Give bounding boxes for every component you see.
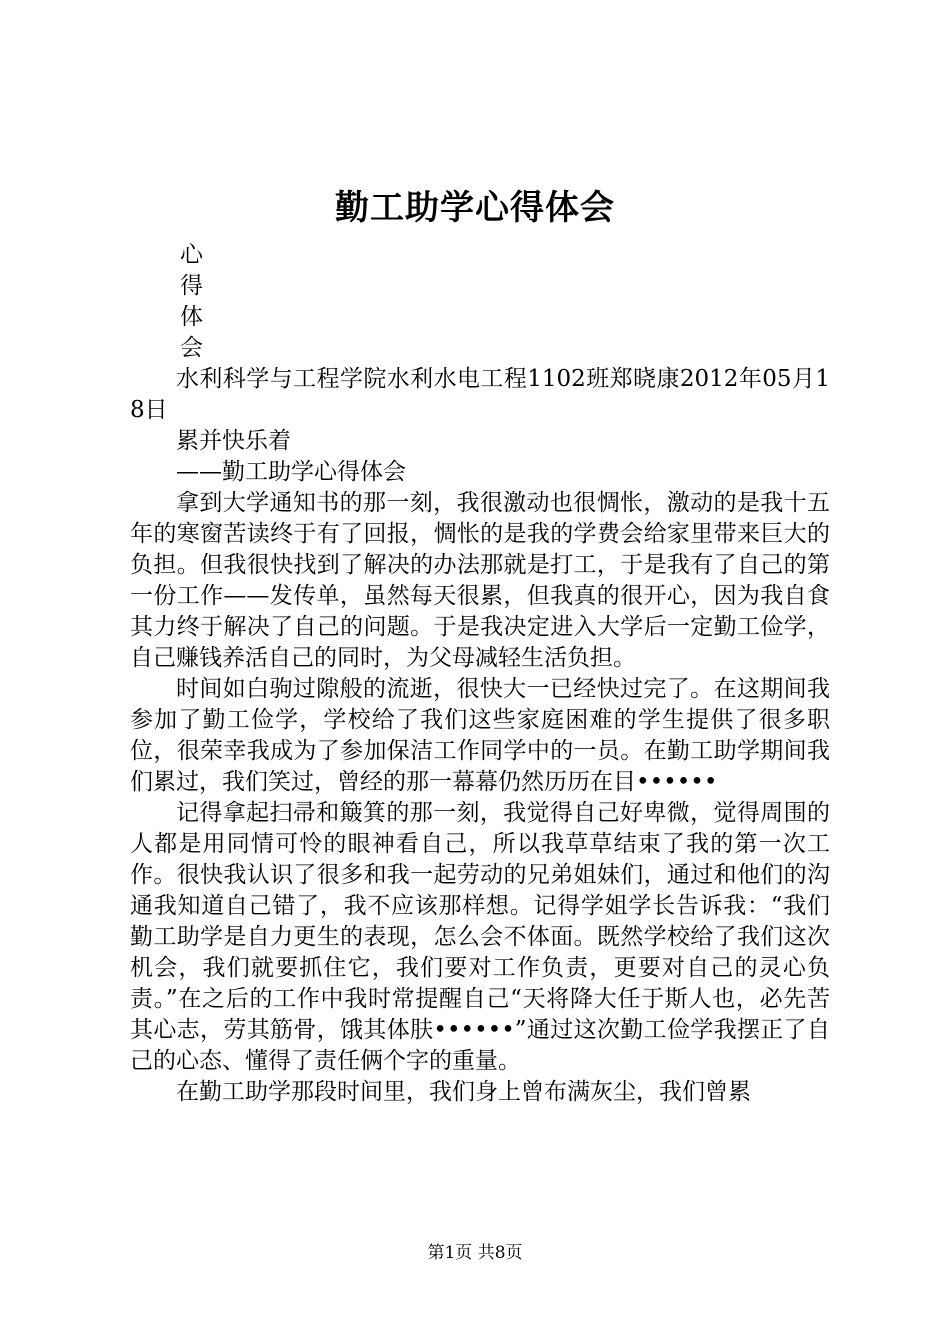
subtitle: 累并快乐着 <box>176 428 291 454</box>
page-footer: 第1页 共8页 <box>427 1243 523 1263</box>
vertical-heading-char: 心 <box>180 242 203 268</box>
document-title: 勤工助学心得体会 <box>335 188 615 228</box>
vertical-heading-char: 会 <box>180 335 203 361</box>
document-body <box>130 240 830 1108</box>
paragraph: 拿到大学通知书的那一刻，我很激动也很惆怅，激动的是我十五年的寒窗苦读终于有了回报，惆怅的是我的学费会给家里带来巨大的负担。但我很快找到了解决的办法那就是打工，于是我有了自己的第一份工作——发传单，虽然每天很累，但我真的很开心，因为我自食其力终于解决了自己的问题。于是我决定进入大学后一定勤工俭学，自己赚钱养活自己的同时，为父母减轻生活负担。 <box>130 490 830 671</box>
subtitle-dash: ——勤工助学心得体会 <box>176 459 406 485</box>
vertical-heading-char: 体 <box>180 304 203 330</box>
paragraph: 在勤工助学那段时间里，我们身上曾布满灰尘，我们曾累 <box>176 1079 751 1105</box>
paragraph: 时间如白驹过隙般的流逝，很快大一已经快过完了。在这期间我参加了勤工俭学，学校给了我们这些家庭困难的学生提供了很多职位，很荣幸我成为了参加保洁工作同学中的一员。在勤工助学期间我们累过，我们笑过，曾经的那一幕幕仍然历历在目•••••• <box>130 676 830 795</box>
author-line: 水利科学与工程学院水利水电工程1102班郑晓康2012年05月18日 <box>130 366 830 423</box>
vertical-heading-char: 得 <box>180 273 203 299</box>
paragraph: 记得拿起扫帚和簸箕的那一刻，我觉得自己好卑微，觉得周围的人都是用同情可怜的眼神看自己，所以我草草结束了我的第一次工作。很快我认识了很多和我一起劳动的兄弟姐妹们，通过和他们的沟通我知道自己错了，我不应该那样想。记得学姐学长告诉我：“我们勤工助学是自力更生的表现，怎么会不体面。既然学校给了我们这次机会，我们就要抓住它，我们要对工作负责，更要对自己的灵心负责。”在之后的工作中我时常提醒自己“天将降大任于斯人也，必先苦其心志，劳其筋骨，饿其体肤••••••”通过这次勤工俭学我摆正了自己的心态、懂得了责任俩个字的重量。 <box>130 800 830 1074</box>
